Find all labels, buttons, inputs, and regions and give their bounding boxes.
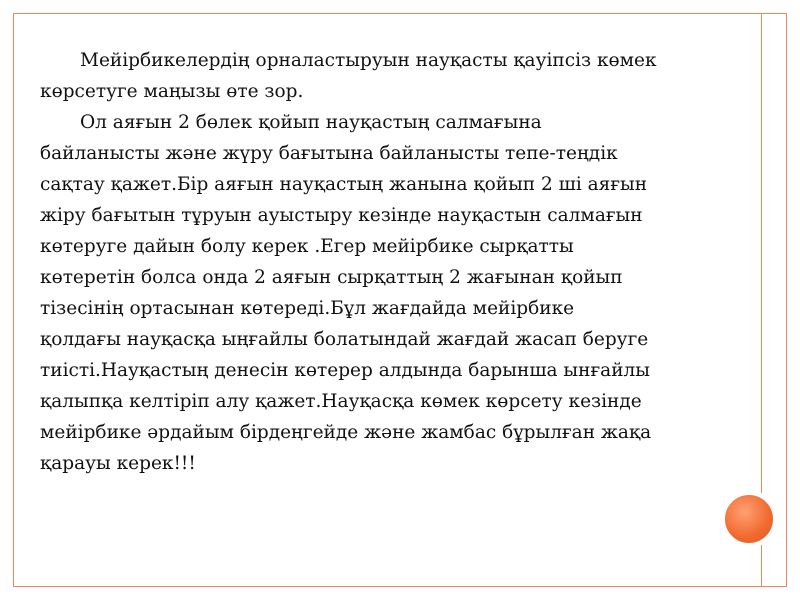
text-line: сақтау қажет.Бір аяғын науқастың жанына қойып 2 ші аяғын xyxy=(40,174,648,195)
text-line: қалыпқа келтіріп алу қажет.Науқасқа көмек көрсету кезінде xyxy=(40,391,642,412)
text-line: Мейірбикелердің орналастыруын науқасты қауіпсіз көмек xyxy=(80,50,657,71)
text-line: тізесінің ортасынан көтереді.Бұл жағдайда мейірбике xyxy=(40,298,575,319)
text-line: байланысты және жүру бағытына байланысты тепе-теңдік xyxy=(40,143,618,164)
text-line: көтеруге дайын болу керек .Егер мейірбике сырқатты xyxy=(40,236,574,257)
text-line: жіру бағытын тұруын ауыстыру кезінде науқастын салмағын xyxy=(40,205,643,226)
text-line: тиісті.Науқастың денесін көтерер алдында барынша ынғайлы xyxy=(40,360,651,381)
text-line: қолдағы науқасқа ыңғайлы болатындай жағдай жасап беруге xyxy=(40,329,649,350)
slide-body-text xyxy=(40,45,760,479)
text-line: қарауы керек!!! xyxy=(40,453,196,474)
text-line: көтеретін болса онда 2 аяғын сырқаттың 2 жағынан қойып xyxy=(40,267,623,288)
text-line: Ол аяғын 2 бөлек қойып науқастың салмағына xyxy=(80,112,542,133)
orange-circle-decoration xyxy=(720,490,778,548)
text-line: көрсетуге маңызы өте зор. xyxy=(40,81,304,102)
text-line: мейірбике әрдайым бірдеңгейде және жамбас бұрылған жақа xyxy=(40,422,652,443)
